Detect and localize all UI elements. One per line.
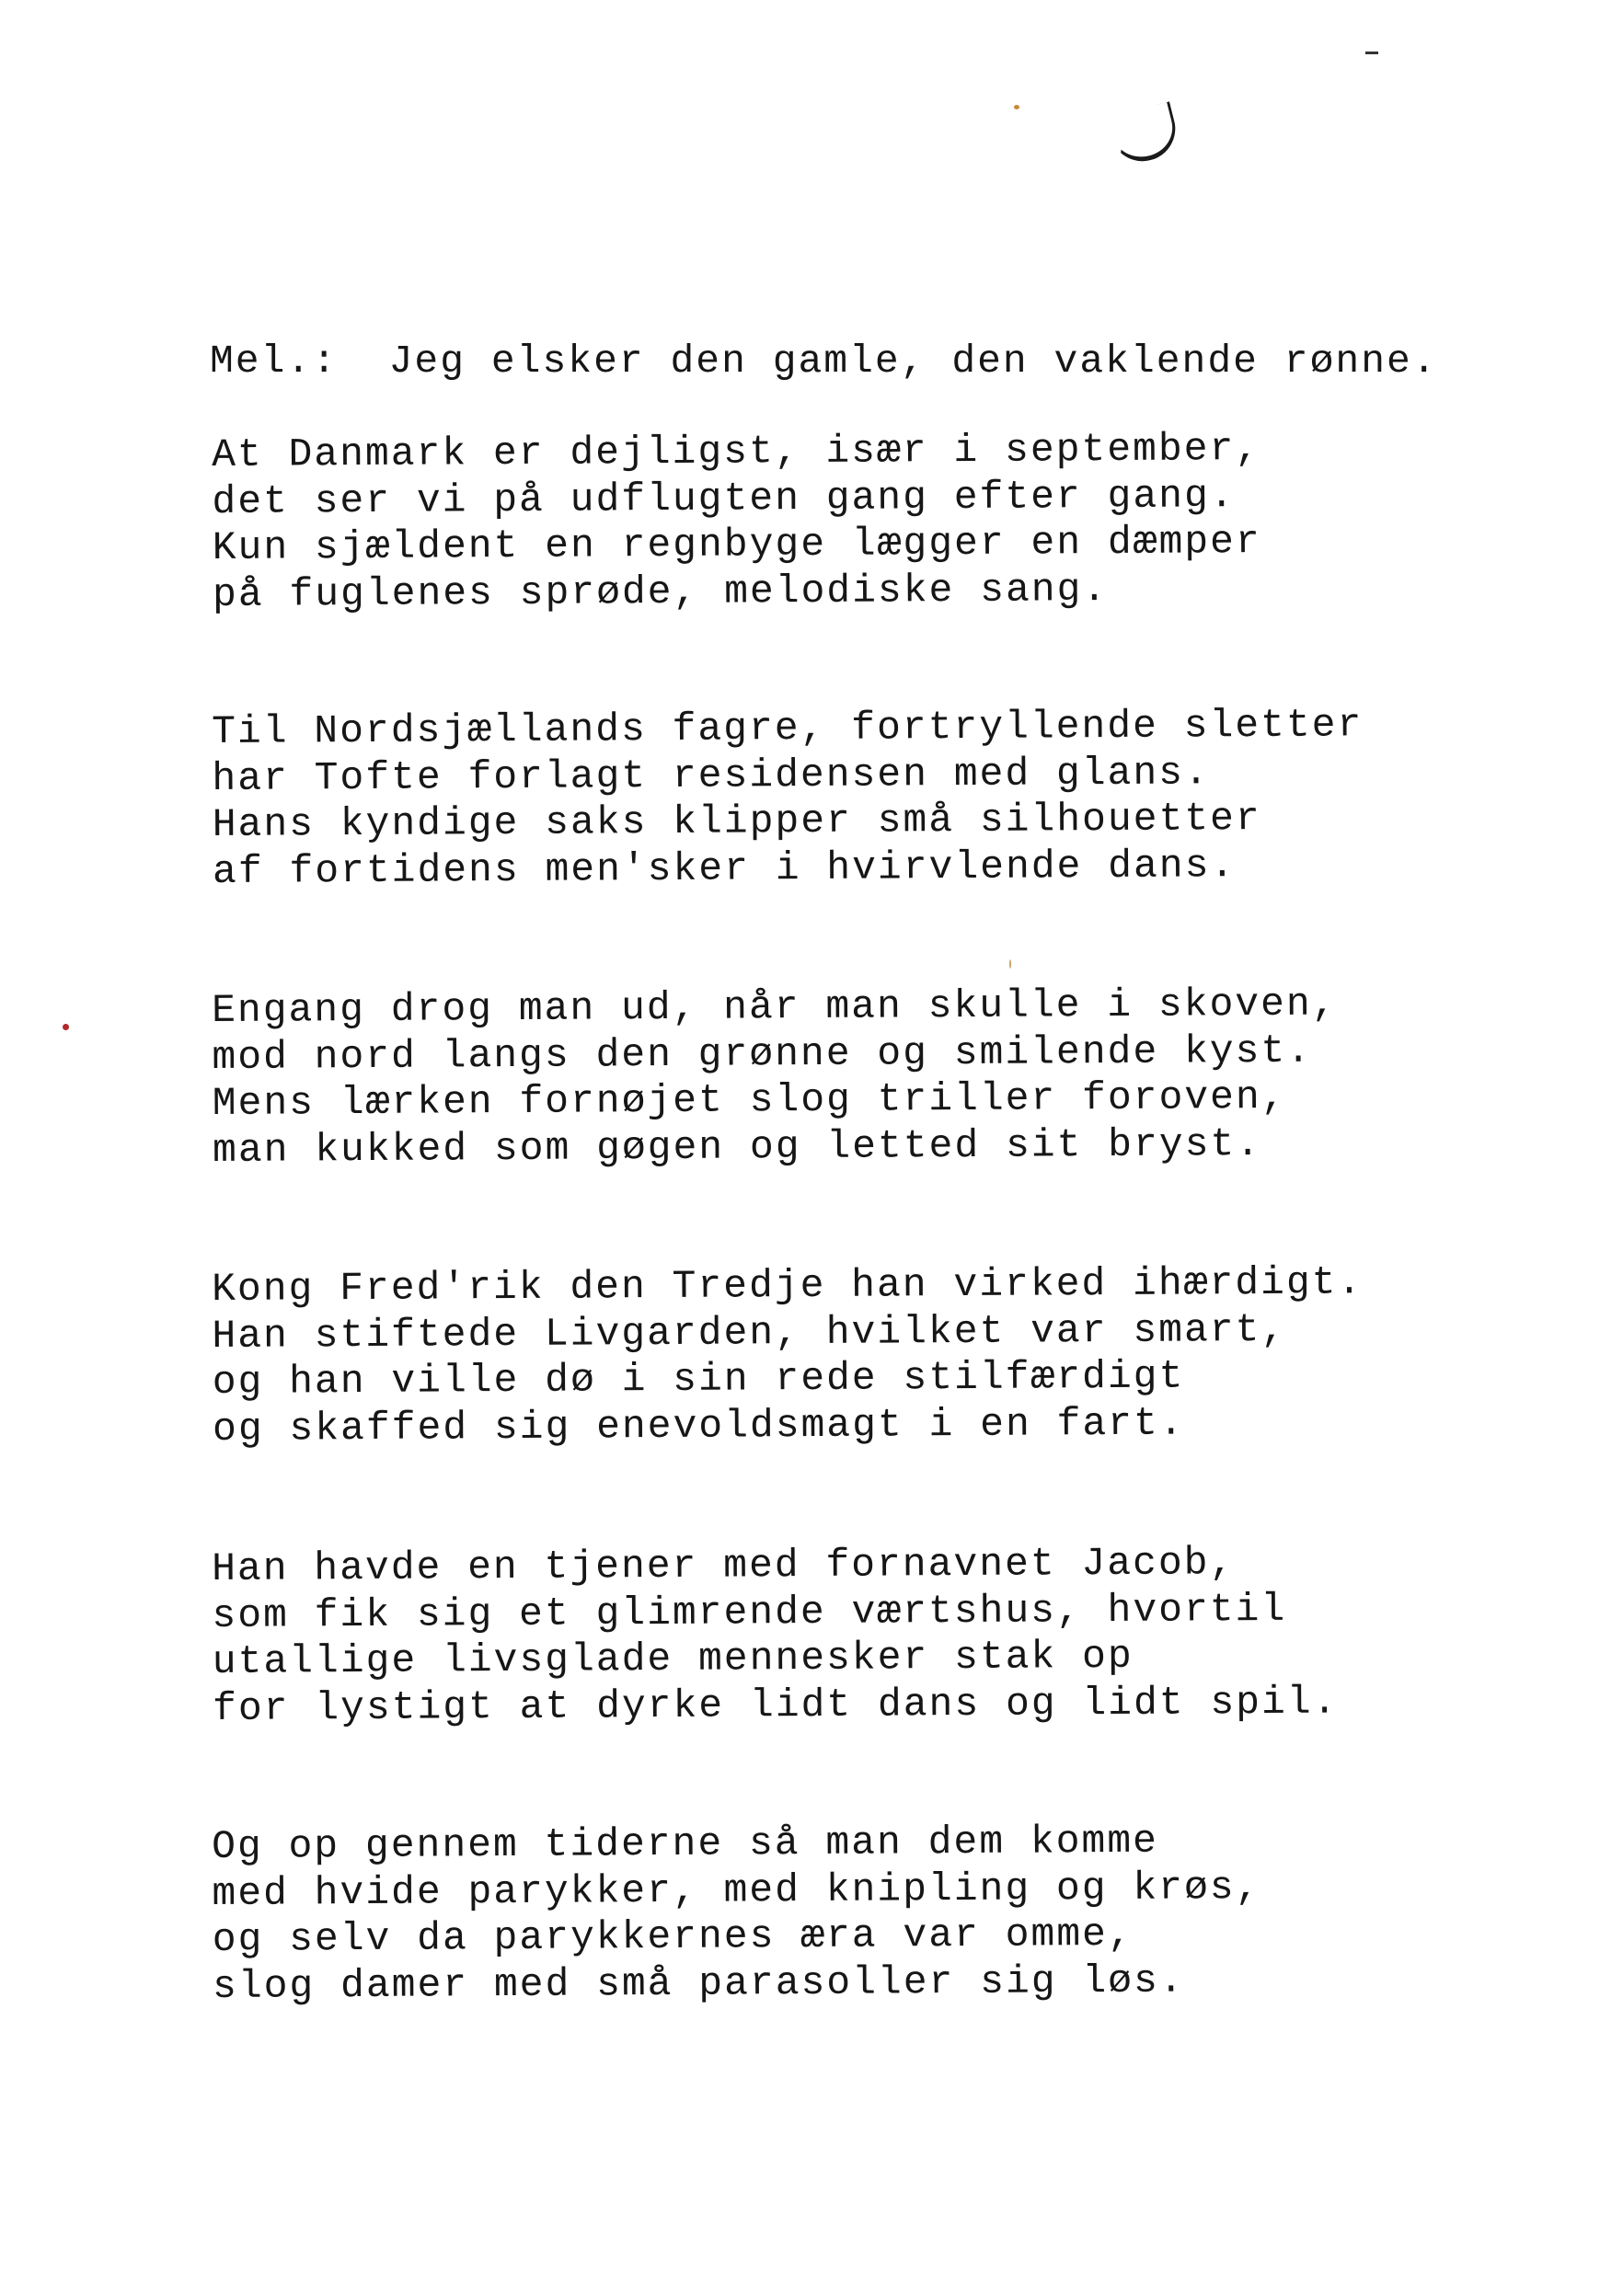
stanza — [212, 701, 1547, 895]
verse-line: Til Nordsjællands fagre, fortryllende sletter — [212, 702, 1364, 754]
stanza — [212, 980, 1547, 1174]
verse-line: for lystigt at dyrke lidt dans og lidt spil. — [212, 1679, 1339, 1731]
verse-line: utallige livsglade mennesker stak op — [212, 1633, 1134, 1684]
verse-line: det ser vi på udflugten gang efter gang. — [212, 472, 1236, 524]
verse-line: Han havde en tjener med fornavnet Jacob, — [212, 1540, 1236, 1591]
verse-line: Kong Fred'rik den Tredje han virked ihærdigt. — [212, 1259, 1364, 1312]
verse-line: Mens lærken fornøjet slog triller foroven, — [212, 1073, 1287, 1126]
stanza — [212, 1816, 1547, 2010]
ink-speck — [1009, 959, 1011, 969]
verse-line: som fik sig et glimrende værtshus, hvortil — [212, 1586, 1287, 1638]
verse-line: Og op gennem tiderne så man dem komme — [212, 1818, 1159, 1869]
verse-line: mod nord langs den grønne og smilende kyst. — [212, 1027, 1313, 1080]
verse-line: At Danmark er dejligst, især i september, — [212, 426, 1261, 477]
verse-line: Hans kyndige saks klipper små silhouetter — [212, 796, 1261, 847]
verse-line: man kukked som gøgen og letted sit bryst. — [212, 1120, 1262, 1173]
verse-line: Kun sjældent en regnbyge lægger en dæmper — [212, 519, 1261, 570]
verse-line: og skaffed sig enevoldsmagt i en fart. — [212, 1400, 1185, 1452]
melody-line: Mel.: Jeg elsker den gamle, den vaklende rønne. — [210, 339, 1438, 384]
verse-line: Han stiftede Livgarden, hvilket var smart, — [212, 1306, 1287, 1359]
verse-line: slog damer med små parasoller sig løs. — [212, 1957, 1185, 2009]
verse-line: og selv da parykkernes æra var omme, — [212, 1911, 1134, 1962]
verse-line: Engang drog man ud, når man skulle i skoven, — [212, 981, 1338, 1033]
punch-hole-mark — [1106, 101, 1182, 167]
verse-line: af fortidens men'sker i hvirvlende dans. — [212, 842, 1237, 894]
verse-line: har Tofte forlagt residensen med glans. — [212, 749, 1210, 801]
corner-dash-mark — [1365, 52, 1378, 54]
stanza — [212, 424, 1547, 618]
verse-line: med hvide parykker, med knipling og krøs, — [212, 1864, 1261, 1916]
stanza — [212, 1258, 1547, 1452]
verse-line: på fuglenes sprøde, melodiske sang. — [212, 566, 1109, 617]
red-ink-speck — [63, 1024, 69, 1030]
stanza — [212, 1538, 1547, 1732]
verse-line: og han ville dø i sin rede stilfærdigt — [212, 1353, 1185, 1405]
ink-speck — [1014, 105, 1019, 109]
